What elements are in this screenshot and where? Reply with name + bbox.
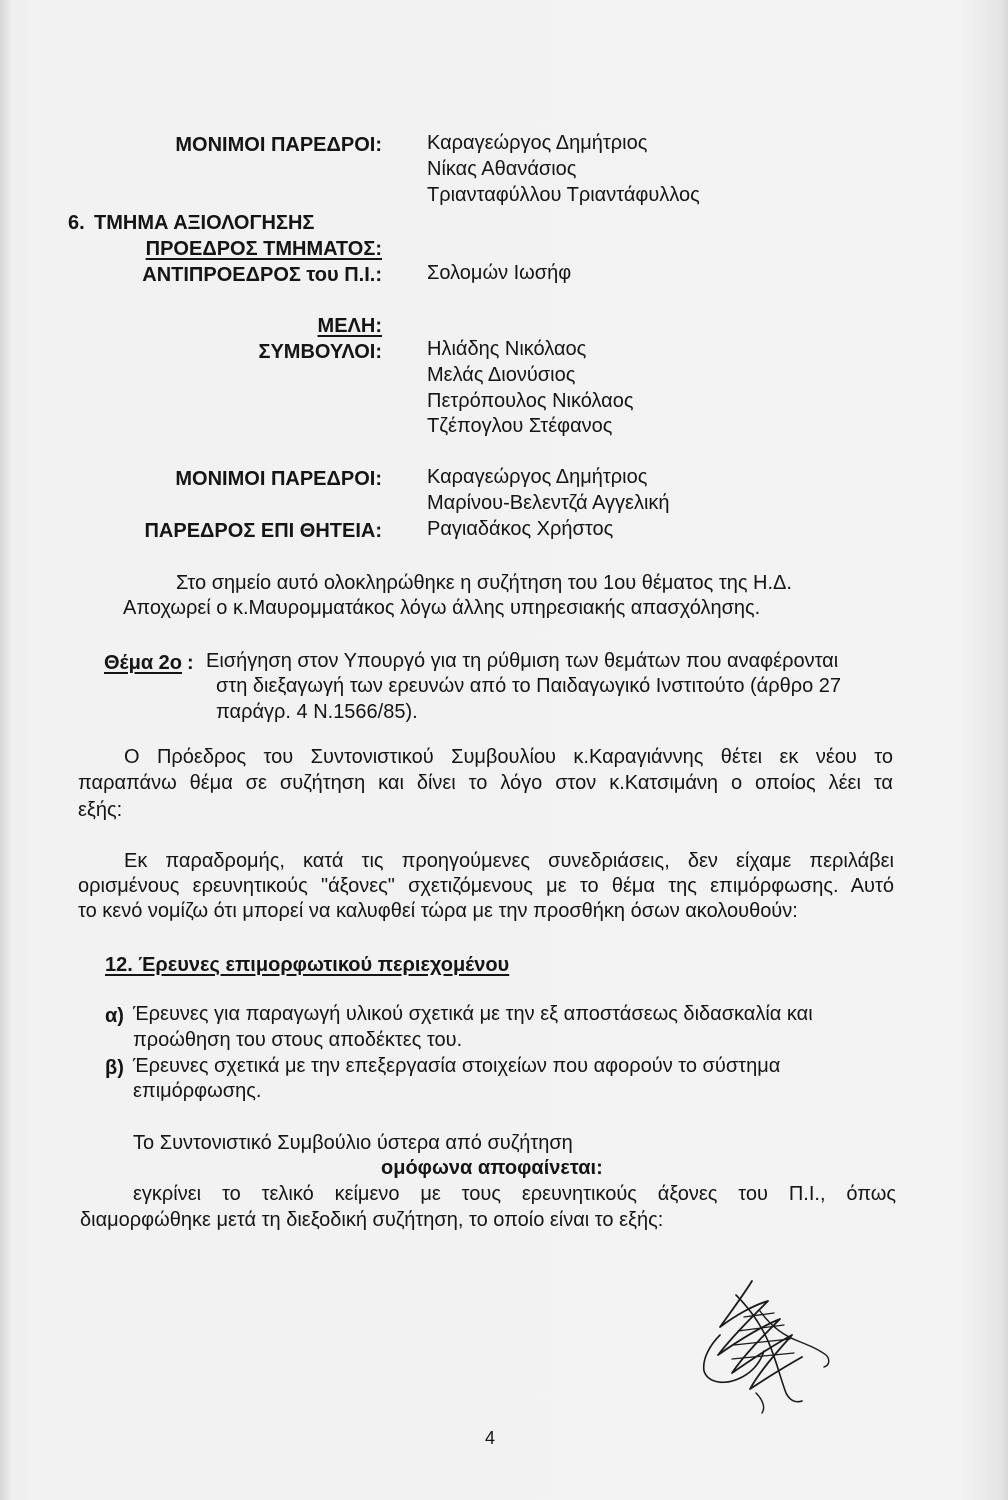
paragraph-line: Εκ παραδρομής, κατά τις προηγούμενες συνεδριάσεις, δεν είχαμε περιλάβει (124, 850, 894, 872)
permanent-members-label-top: ΜΟΝΙΜΟΙ ΠΑΡΕΔΡΟΙ: (175, 134, 382, 156)
item-marker: β) (105, 1057, 124, 1079)
advisor-name: Τζέπογλου Στέφανος (427, 415, 613, 437)
topic-colon: : (187, 652, 194, 674)
members-label: ΜΕΛΗ: (317, 315, 382, 337)
topic-text: Εισήγηση στον Υπουργό για τη ρύθμιση των θεμάτων που αναφέρονται (206, 650, 839, 672)
paragraph-line: εξής: (78, 799, 123, 821)
item-heading: 12. Έρευνες επιμορφωτικού περιεχομένου (105, 954, 510, 976)
paragraph-line: παραπάνω θέμα σε συζήτηση και δίνει το λόγο στον κ.Κατσιμάνη ο οποίος λέει τα (78, 772, 893, 794)
topic-text: παράγρ. 4 Ν.1566/85). (216, 701, 418, 723)
permanent-members-label: ΜΟΝΙΜΟΙ ΠΑΡΕΔΡΟΙ: (175, 468, 382, 490)
vice-president-name: Σολομών Ιωσήφ (427, 262, 572, 284)
topic-label: Θέμα 2ο (104, 652, 183, 674)
vice-president-label: ΑΝΤΙΠΡΟΕΔΡΟΣ του Π.Ι.: (142, 264, 382, 286)
decision-line: Το Συντονιστικό Συμβούλιο ύστερα από συζήτηση (133, 1132, 573, 1154)
item-marker: α) (105, 1005, 124, 1027)
topic-text: στη διεξαγωγή των ερευνών από το Παιδαγωγικό Ινστιτούτο (άρθρο 27 (216, 675, 842, 697)
department-president-label: ΠΡΟΕΔΡΟΣ ΤΜΗΜΑΤΟΣ: (145, 238, 382, 260)
closing-line: Αποχωρεί ο κ.Μαυρομματάκος λόγω άλλης υπηρεσιακής απασχόλησης. (123, 597, 761, 619)
permanent-member-name: Τριανταφύλλου Τριαντάφυλλος (427, 184, 700, 206)
section-title: ΤΜΗΜΑ ΑΞΙΟΛΟΓΗΣΗΣ (94, 212, 315, 234)
closing-line: Στο σημείο αυτό ολοκληρώθηκε η συζήτηση του 1ου θέματος της Η.Δ. (176, 572, 792, 594)
secondment-name: Ραγιαδάκος Χρήστος (427, 518, 614, 540)
permanent-member-name: Μαρίνου-Βελεντζά Αγγελική (427, 492, 670, 514)
permanent-member-name: Καραγεώργος Δημήτριος (427, 466, 648, 488)
decision-unanimous: ομόφωνα αποφαίνεται: (381, 1157, 603, 1179)
advisor-name: Ηλιάδης Νικόλαος (427, 338, 587, 360)
advisors-label: ΣΥΜΒΟΥΛΟΙ: (258, 341, 382, 363)
decision-line: εγκρίνει το τελικό κείμενο με τους ερευνητικούς άξονες του Π.Ι., όπως (133, 1183, 896, 1205)
section-number: 6. (68, 212, 85, 234)
paragraph-line: ορισμένους ερευνητικούς "άξονες" σχετιζόμενους με το θέμα της επιμόρφωσης. Αυτό (78, 875, 894, 897)
item-text: επιμόρφωσης. (133, 1080, 262, 1102)
paragraph-line: το κενό νομίζω ότι μπορεί να καλυφθεί τώρα με την προσθήκη όσων ακολουθούν: (78, 900, 798, 922)
item-text: Έρευνες σχετικά με την επεξεργασία στοιχείων που αφορούν το σύστημα (133, 1055, 781, 1077)
item-text: Έρευνες για παραγωγή υλικού σχετικά με την εξ αποστάσεως διδασκαλία και (133, 1003, 813, 1025)
item-text: προώθηση του στους αποδέκτες του. (133, 1029, 463, 1051)
advisor-name: Μελάς Διονύσιος (427, 364, 576, 386)
page-number: 4 (485, 1428, 496, 1448)
permanent-member-name: Νίκας Αθανάσιος (427, 158, 577, 180)
advisor-name: Πετρόπουλος Νικόλαος (427, 390, 634, 412)
secondment-label: ΠΑΡΕΔΡΟΣ ΕΠΙ ΘΗΤΕΙΑ: (144, 520, 382, 542)
permanent-member-name: Καραγεώργος Δημήτριος (427, 132, 648, 154)
signature-mark (690, 1275, 840, 1415)
decision-line: διαμορφώθηκε μετά τη διεξοδική συζήτηση, το οποίο είναι το εξής: (80, 1209, 664, 1231)
paragraph-line: Ο Πρόεδρος του Συντονιστικού Συμβουλίου κ.Καραγιάννης θέτει εκ νέου το (124, 746, 893, 768)
